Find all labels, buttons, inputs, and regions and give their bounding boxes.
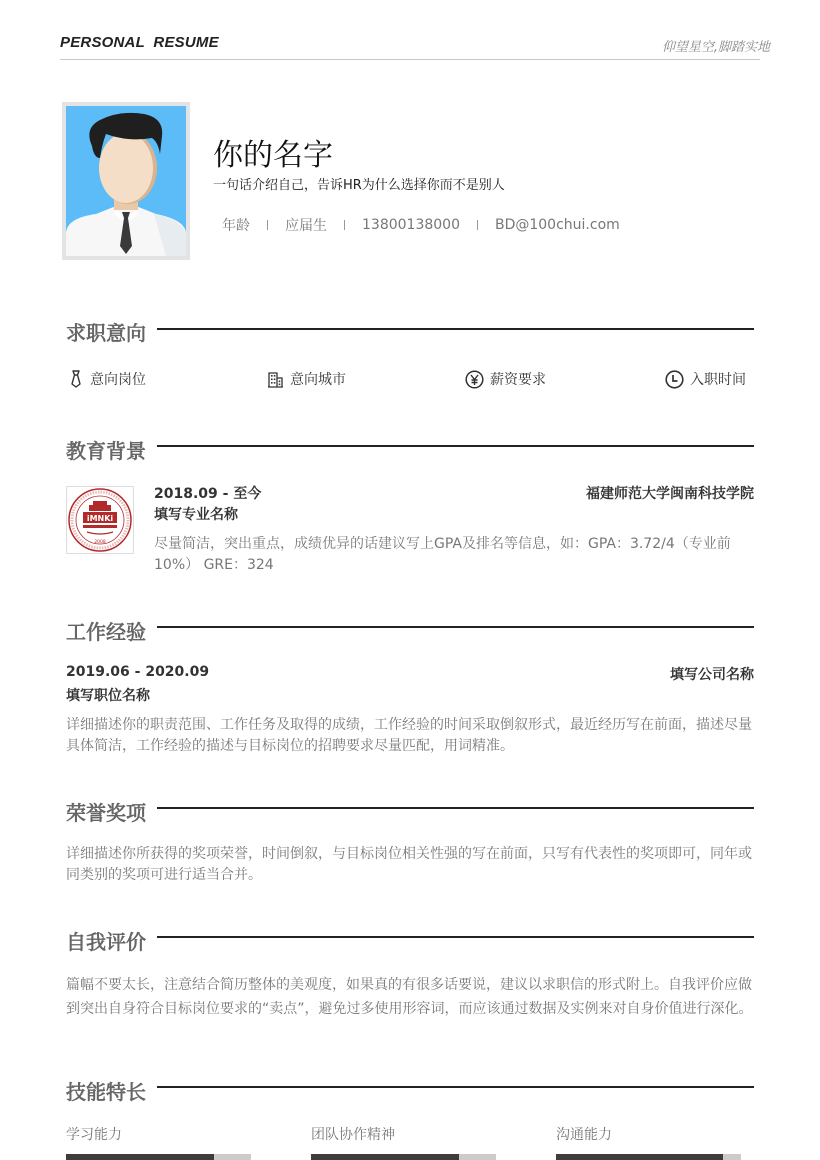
section-divider (157, 626, 754, 628)
basic-info-row (222, 215, 620, 235)
section-divider (157, 445, 754, 447)
skill-bar-fill (556, 1154, 723, 1160)
info-status: 应届生 (285, 218, 327, 234)
intent-position (68, 369, 146, 389)
section-divider (157, 328, 754, 330)
building-icon (267, 371, 284, 388)
work-description: 详细描述你的职责范围、工作任务及取得的成绩，工作经验的时间采取倒叙形式，最近经历写在前面，描述尽量具体简洁，工作经验的描述与目标岗位的招聘要求尽量匹配，用词精准。 (66, 717, 752, 754)
section-divider (157, 1086, 754, 1088)
clock-icon (665, 370, 684, 389)
intent-city (267, 369, 346, 389)
school-logo (66, 486, 134, 554)
position-name: 填写职位名称 (66, 688, 150, 704)
svg-text:2008: 2008 (94, 540, 106, 545)
intent-start-time (665, 369, 746, 389)
personal-intro: 一句话介绍自己，告诉HR为什么选择你而不是别人 (213, 178, 505, 193)
intent-salary (465, 369, 546, 389)
svg-text:iMNKi: iMNKi (86, 514, 114, 523)
intent-label: 薪资要求 (490, 372, 546, 388)
motto: 仰望星空,脚踏实地 (661, 40, 770, 55)
major-name: 填写专业名称 (154, 507, 238, 523)
section-divider (157, 807, 754, 809)
skill-label: 学习能力 (66, 1127, 122, 1143)
person-name: 你的名字 (213, 138, 333, 173)
person-avatar-icon (66, 106, 186, 256)
school-name: 福建师范大学闽南科技学院 (586, 486, 754, 502)
school-emblem-icon (67, 487, 133, 553)
skill-bar (66, 1154, 251, 1160)
intent-label: 意向城市 (290, 372, 346, 388)
divider (477, 220, 478, 230)
self-evaluation-description: 篇幅不要太长，注意结合简历整体的美观度，如果真的有很多话要说，建议以求职信的形式附上。自我评价应做到突出自身符合目标岗位要求的“卖点”，避免过多使用形容词，而应该通过数据及实例来对自身价值进行深化。 (66, 977, 753, 1017)
skill-bar-fill (66, 1154, 214, 1160)
skill-label: 团队协作精神 (311, 1127, 395, 1143)
section-title-skills: 技能特长 (66, 1080, 146, 1104)
intent-label: 意向岗位 (90, 372, 146, 388)
honors-description: 详细描述你所获得的奖项荣誉，时间倒叙，与目标岗位相关性强的写在前面，只写有代表性的奖项即可，同年或同类别的奖项可进行适当合并。 (66, 846, 752, 883)
brand-title: PERSONAL RESUME (60, 34, 219, 51)
education-period: 2018.09 - 至今 (154, 486, 262, 502)
page-header (60, 34, 770, 60)
education-description: 尽量简洁，突出重点，成绩优异的话建议写上GPA及排名等信息，如：GPA：3.72/4（专业前10%） GRE：324 (154, 536, 731, 573)
yen-icon (465, 370, 484, 389)
section-title-intent: 求职意向 (66, 321, 146, 345)
avatar (62, 102, 190, 260)
info-phone: 13800138000 (362, 217, 460, 233)
tie-icon (68, 370, 84, 388)
work-period: 2019.06 - 2020.09 (66, 664, 210, 680)
company-name: 填写公司名称 (670, 667, 754, 683)
section-divider (157, 936, 754, 938)
skill-label: 沟通能力 (556, 1127, 612, 1143)
intent-label: 入职时间 (690, 372, 746, 388)
divider (267, 220, 268, 230)
section-title-honors: 荣誉奖项 (66, 801, 146, 825)
skill-bar (556, 1154, 741, 1160)
info-age: 年龄 (222, 218, 250, 234)
section-title-self-evaluation: 自我评价 (66, 930, 146, 954)
divider (344, 220, 345, 230)
skill-bar (311, 1154, 496, 1160)
info-email: BD@100chui.com (494, 217, 620, 233)
skill-bar-fill (311, 1154, 459, 1160)
section-title-education: 教育背景 (66, 439, 146, 463)
section-title-work: 工作经验 (66, 620, 146, 644)
